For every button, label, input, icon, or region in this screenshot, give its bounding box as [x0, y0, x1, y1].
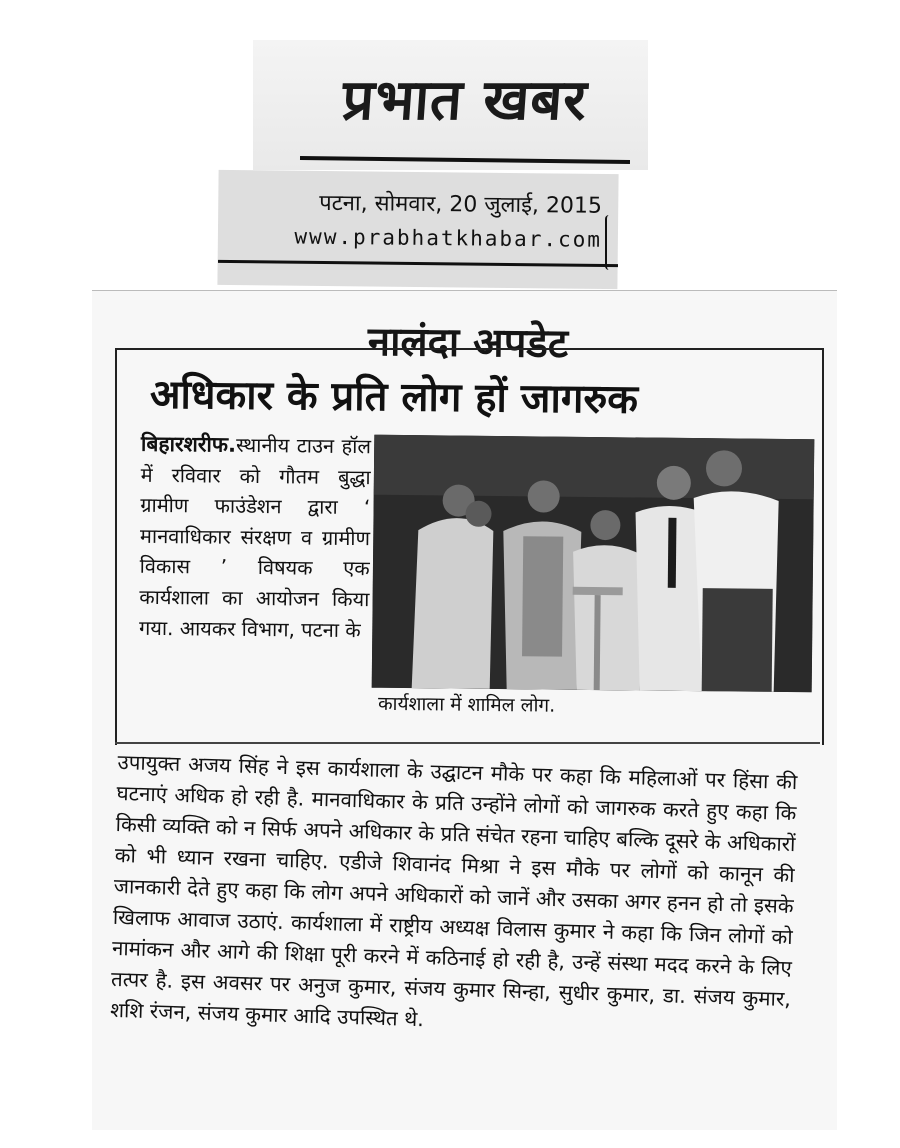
clipping-edge	[92, 290, 837, 291]
photo-caption: कार्यशाला में शामिल लोग.	[377, 692, 556, 717]
dateline: पटना, सोमवार, 20 जुलाई, 2015	[319, 190, 603, 219]
article-box-rule	[115, 742, 820, 744]
article-body: उपायुक्त अजय सिंह ने इस कार्यशाला के उद्घाटन मौके पर कहा कि महिलाओं पर हिंसा की घटनाएं अधिक हो रही है. मानवाधिकार के प्रति उन्होंने लोगों को जागरुक करते हुए कहा कि किसी व्यक्ति को न सिर्फ अपने अधिकार के प्रति संचेत रहना चाहिए बल्कि दूसरे के अधिकारों को भी ध्यान रखना चाहिए. एडीजे शिवानंद मिश्रा ने इस मौके पर लोगों को कानून की जानकारी देते हुए कहा कि लोग अपने अधिकारों को जानें और उसका अगर हनन हो तो इसके खिलाफ आवाज उठाएं. कार्यशाला में राष्ट्रीय अध्यक्ष विलास कुमार ने कहा कि जिन लोगों को नामांकन और आगे की शिक्षा पूरी करने में कठिनाई हो रही है, उन्हें संस्था मदद करने के लिए तत्पर है. इस अवसर पर अनुज कुमार, संजय कुमार सिन्हा, सुधीर कुमार, डा. संजय कुमार, शशि रंजन, संजय कुमार आदि उपस्थित थे.	[109, 749, 798, 1032]
article-headline: अधिकार के प्रति लोग हों जागरुक	[149, 371, 639, 423]
lead-text: स्थानीय टाउन हॉल में रविवार को गौतम बुद्धा ग्रामीण फाउंडेशन द्वारा ‘ मानवाधिकार संरक्षण व ग्रामीण विकास ’ विषयक एक कार्यशाला का आयोजन किया गया. आयकर विभाग, पटना के	[138, 432, 372, 642]
newspaper-title: प्रभात खबर	[340, 68, 590, 133]
brace-mark	[605, 215, 615, 270]
article-lead	[139, 429, 371, 646]
workshop-photo-illustration	[372, 435, 815, 693]
dateline-place: बिहारशरीफ.	[140, 431, 237, 457]
article-photo	[372, 435, 815, 693]
section-heading: नालंदा अपडेट	[367, 318, 569, 368]
website-url: www.prabhatkhabar.com	[294, 224, 603, 252]
